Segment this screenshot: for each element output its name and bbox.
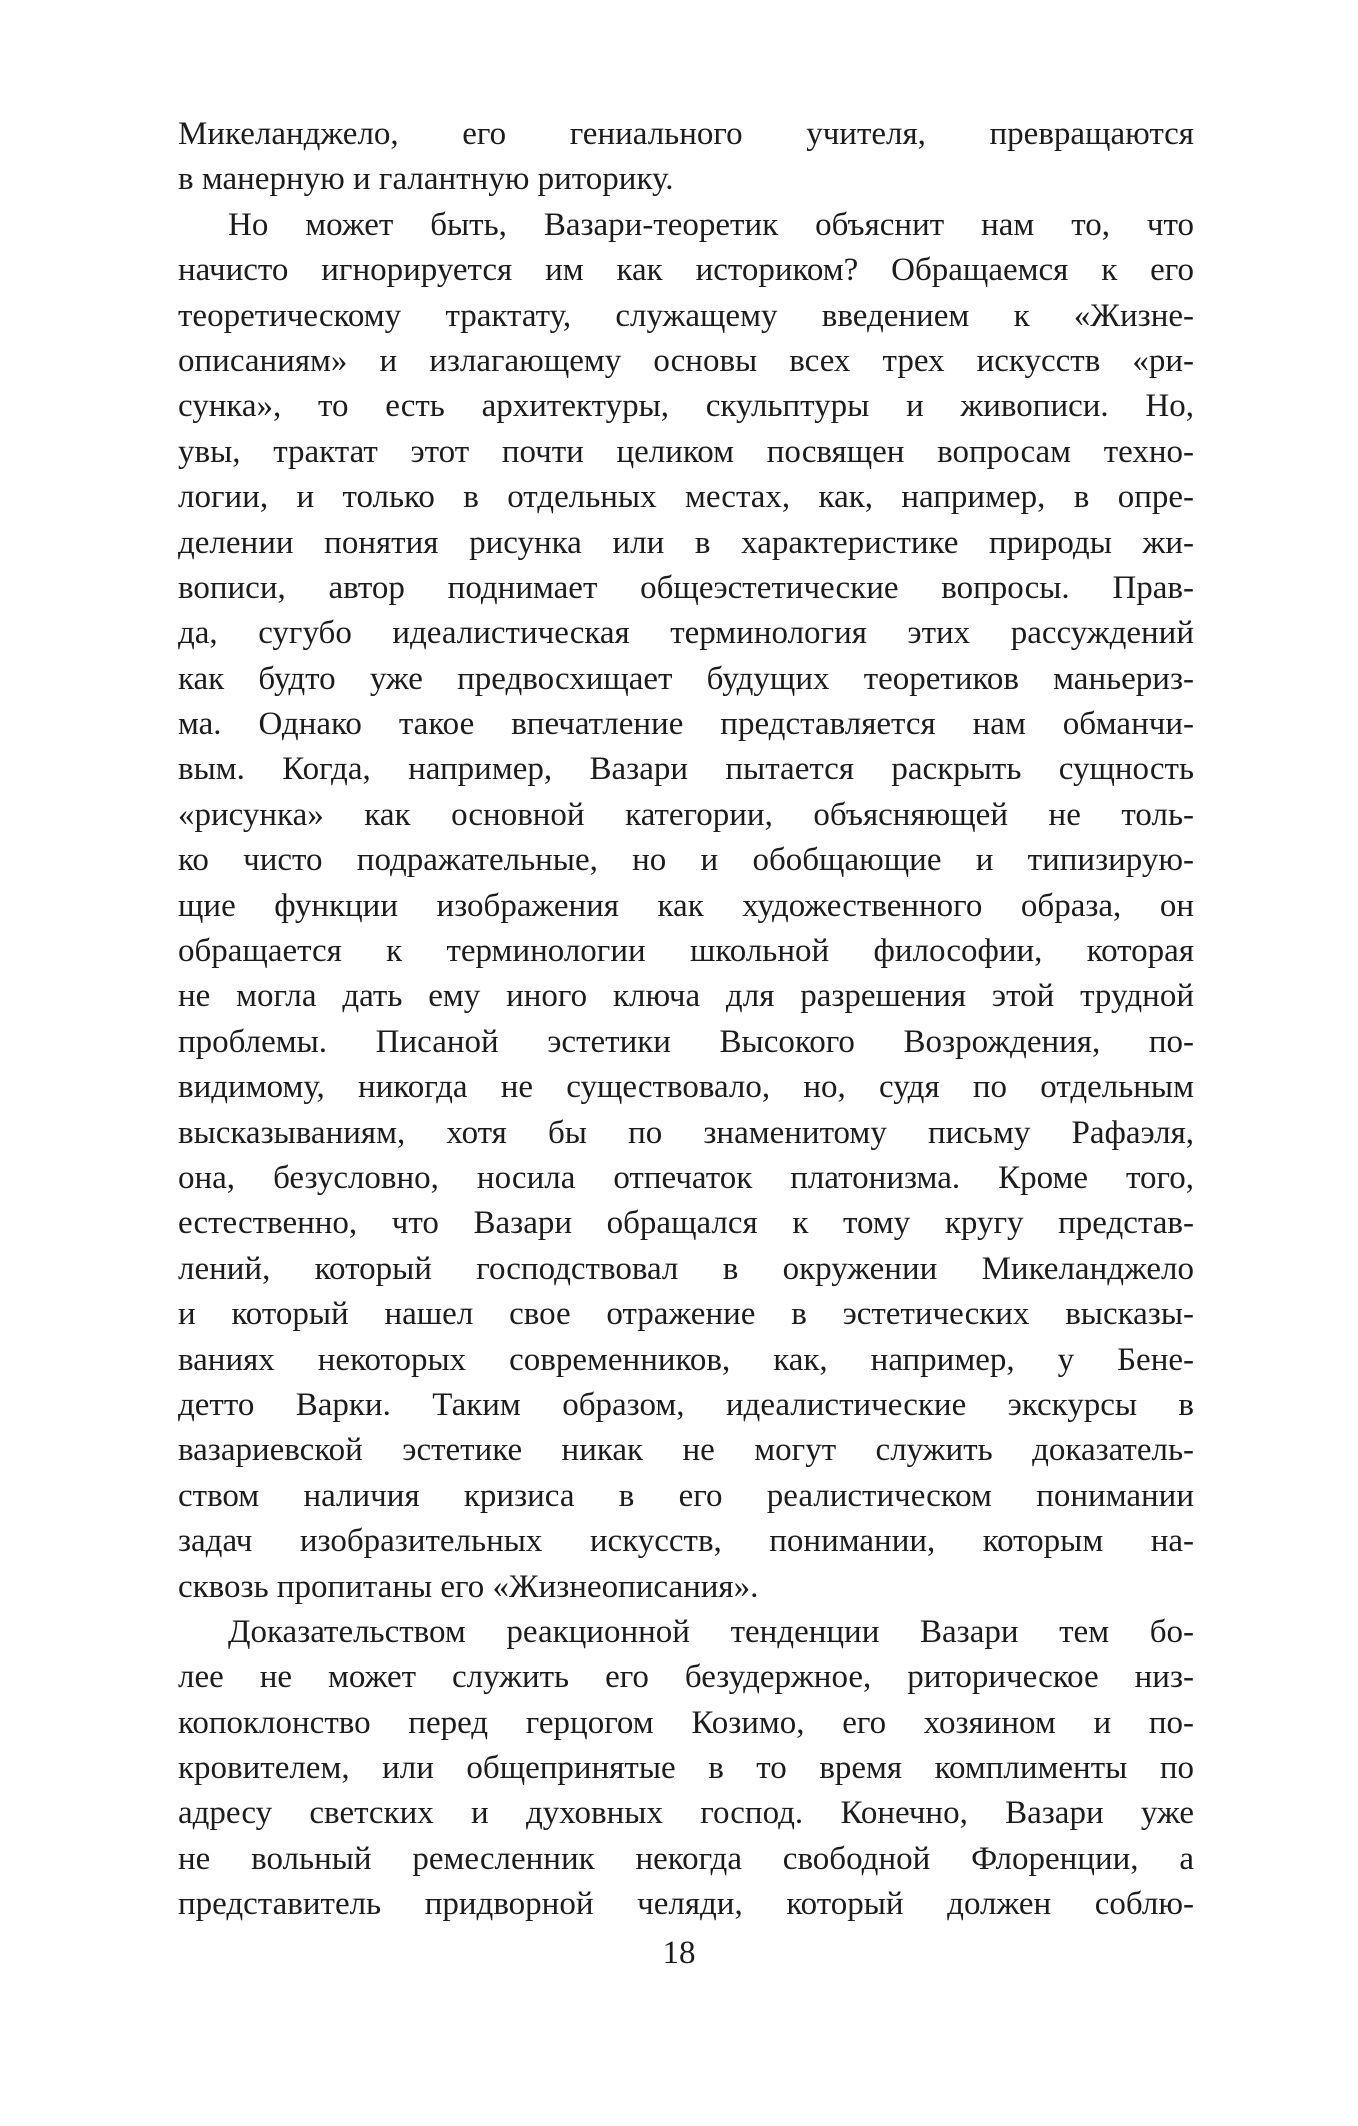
text-line: ко чисто подражательные, но и обобщающие и типизирую- <box>178 842 1194 879</box>
text-line: щие функции изображения как художественного образа, он <box>178 887 1194 924</box>
text-line: вописи, автор поднимает общеэстетические вопросы. Прав- <box>178 569 1194 606</box>
text-line: естественно, что Вазари обращался к тому кругу представ- <box>178 1205 1194 1242</box>
text-line: обращается к терминологии школьной философии, которая <box>178 933 1194 970</box>
text-line: начисто игнорируется им как историком? Обращаемся к его <box>178 252 1194 289</box>
text-line: увы, трактат этот почти целиком посвящен вопросам техно- <box>178 433 1194 470</box>
paragraph <box>178 203 1194 1610</box>
text-line: адресу светских и духовных господ. Конечно, Вазари уже <box>178 1795 1194 1832</box>
text-line: высказываниям, хотя бы по знаменитому письму Рафаэля, <box>178 1114 1194 1151</box>
text-line: задач изобразительных искусств, понимании, которым на- <box>178 1523 1194 1560</box>
text-line: делении понятия рисунка или в характеристике природы жи- <box>178 524 1194 561</box>
text-line: ством наличия кризиса в его реалистическом понимании <box>178 1477 1194 1514</box>
text-line: видимому, никогда не существовало, но, судя по отдельным <box>178 1069 1194 1106</box>
text-line: да, сугубо идеалистическая терминология этих рассуждений <box>178 615 1194 652</box>
text-line: кровителем, или общепринятые в то время комплименты по <box>178 1750 1194 1787</box>
paragraph <box>178 112 1194 203</box>
body-text <box>178 112 1194 1928</box>
paragraph <box>178 1610 1194 1928</box>
text-line: не могла дать ему иного ключа для разрешения этой трудной <box>178 978 1194 1015</box>
text-line: вазариевской эстетике никак не могут служить доказатель- <box>178 1432 1194 1469</box>
text-line: она, безусловно, носила отпечаток платонизма. Кроме того, <box>178 1159 1194 1196</box>
text-line: как будто уже предвосхищает будущих теоретиков маньериз- <box>178 660 1194 697</box>
text-line: лее не может служить его безудержное, риторическое низ- <box>178 1659 1194 1696</box>
text-line: сунка», то есть архитектуры, скульптуры и живописи. Но, <box>178 388 1194 425</box>
text-line: ваниях некоторых современников, как, например, у Бене- <box>178 1341 1194 1378</box>
text-line: Но может быть, Вазари-теоретик объяснит нам то, что <box>228 206 1194 243</box>
text-line: детто Варки. Таким образом, идеалистические экскурсы в <box>178 1386 1194 1423</box>
text-line: лений, который господствовал в окружении Микеланджело <box>178 1250 1194 1287</box>
text-line: проблемы. Писаной эстетики Высокого Возрождения, по- <box>178 1023 1194 1060</box>
text-line: и который нашел свое отражение в эстетических высказы- <box>178 1296 1194 1333</box>
text-line: теоретическому трактату, служащему введением к «Жизне- <box>178 297 1194 334</box>
text-line: в манерную и галантную риторику. <box>178 161 674 198</box>
text-line: Доказательством реакционной тенденции Вазари тем бо- <box>228 1613 1194 1650</box>
text-line: представитель придворной челяди, который должен соблю- <box>178 1886 1194 1923</box>
text-line: ма. Однако такое впечатление представляется нам обманчи- <box>178 706 1194 743</box>
text-line: не вольный ремесленник некогда свободной Флоренции, а <box>178 1840 1194 1877</box>
text-line: вым. Когда, например, Вазари пытается раскрыть сущность <box>178 751 1194 788</box>
text-line: «рисунка» как основной категории, объясняющей не толь- <box>178 796 1194 833</box>
text-line: Микеланджело, его гениального учителя, превращаются <box>178 116 1194 152</box>
text-line: копоклонство перед герцогом Козимо, его хозяином и по- <box>178 1704 1194 1741</box>
text-line: сквозь пропитаны его «Жизнеописания». <box>178 1568 759 1605</box>
text-line: описаниям» и излагающему основы всех трех искусств «ри- <box>178 342 1194 379</box>
text-line: логии, и только в отдельных местах, как, например, в опре- <box>178 479 1194 516</box>
page-number: 18 <box>662 1935 696 1971</box>
